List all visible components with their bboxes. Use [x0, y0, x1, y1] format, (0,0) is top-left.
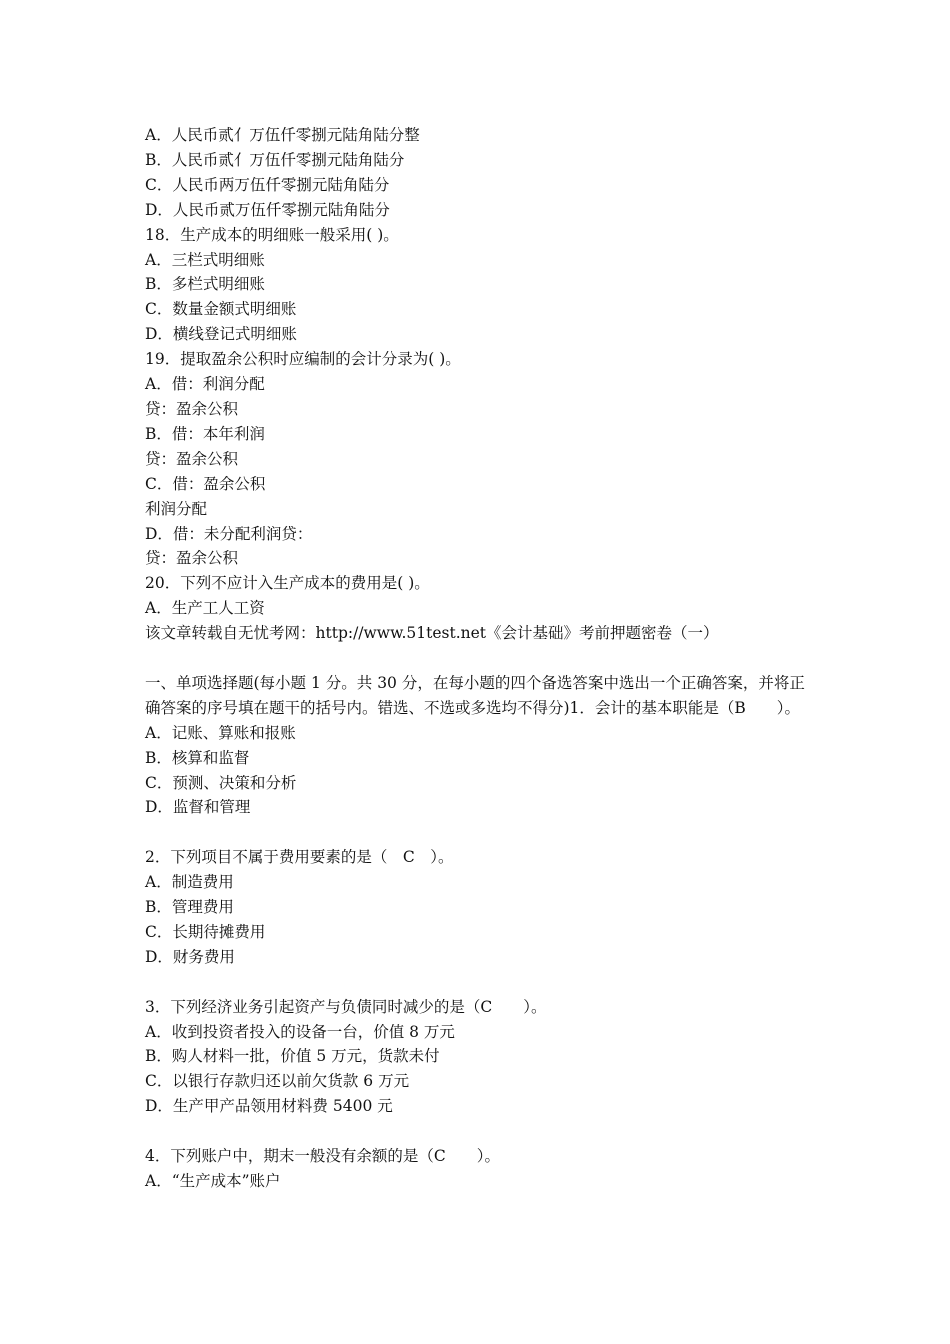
document-body [145, 123, 815, 1194]
option-line: A．收到投资者投入的设备一台，价值 8 万元 [145, 1022, 455, 1041]
spacer [145, 820, 815, 845]
option-line: C．以银行存款归还以前欠货款 6 万元 [145, 1072, 410, 1091]
question-18: 18．生产成本的明细账一般采用( )。 [145, 225, 399, 244]
option-line: D．借：未分配利润贷： [145, 524, 313, 543]
option-line: D．横线登记式明细账 [145, 325, 297, 344]
option-line: C．人民币两万伍仟零捌元陆角陆分 [145, 175, 390, 194]
spacer [145, 646, 815, 671]
option-line: C．借：盈余公积 [145, 474, 266, 493]
option-line: C．预测、决策和分析 [145, 773, 297, 792]
option-line: D．人民币贰万伍仟零捌元陆角陆分 [145, 200, 390, 219]
question-4: 4．下列账户中，期末一般没有余额的是（C ）。 [145, 1147, 500, 1166]
option-line: A．“生产成本”账户 [145, 1172, 281, 1190]
section-intro: 一、单项选择题(每小题 1 分。共 30 分，在每小题的四个备选答案中选出一个正确答案，并将正确答案的序号填在题干的括号内。错选、不选或多选均不得分)1．会计的基本职能是（B ）。 [145, 673, 805, 717]
option-line: A．记账、算账和报账 [145, 723, 296, 742]
option-line: B．核算和监督 [145, 748, 250, 767]
source-note: 该文章转载自无忧考网：http://www.51test.net《会计基础》考前押题密卷（一） [145, 624, 719, 643]
spacer [145, 970, 815, 995]
question-20: 20．下列不应计入生产成本的费用是( )。 [145, 574, 430, 593]
option-line: 贷：盈余公积 [145, 549, 239, 568]
option-line: D．财务费用 [145, 947, 235, 966]
option-line: B．多栏式明细账 [145, 275, 265, 294]
option-line: A．生产工人工资 [145, 599, 265, 618]
option-line: C．长期待摊费用 [145, 922, 266, 941]
option-line: D．生产甲产品领用材料费 5400 元 [145, 1097, 393, 1116]
option-line: B．管理费用 [145, 898, 234, 917]
option-line: B．借：本年利润 [145, 424, 265, 443]
option-line: 利润分配 [145, 499, 208, 518]
option-line: A．人民币贰亻万伍仟零捌元陆角陆分整 [145, 126, 420, 144]
option-line: 贷：盈余公积 [145, 449, 239, 468]
option-line: A．制造费用 [145, 873, 234, 892]
question-3: 3．下列经济业务引起资产与负债同时减少的是（C ）。 [145, 997, 547, 1016]
question-19: 19．提取盈余公积时应编制的会计分录为( )。 [145, 350, 461, 369]
spacer [145, 1119, 815, 1144]
option-line: 贷：盈余公积 [145, 399, 239, 418]
question-2: 2．下列项目不属于费用要素的是（ C ）。 [145, 848, 454, 867]
option-line: C．数量金额式明细账 [145, 300, 297, 319]
option-line: B．人民币贰亻万伍仟零捌元陆角陆分 [145, 150, 405, 169]
option-line: B．购人材料一批，价值 5 万元，货款未付 [145, 1047, 440, 1066]
option-line: A．三栏式明细账 [145, 250, 265, 269]
option-line: D．监督和管理 [145, 798, 251, 817]
option-line: A．借：利润分配 [145, 375, 265, 394]
